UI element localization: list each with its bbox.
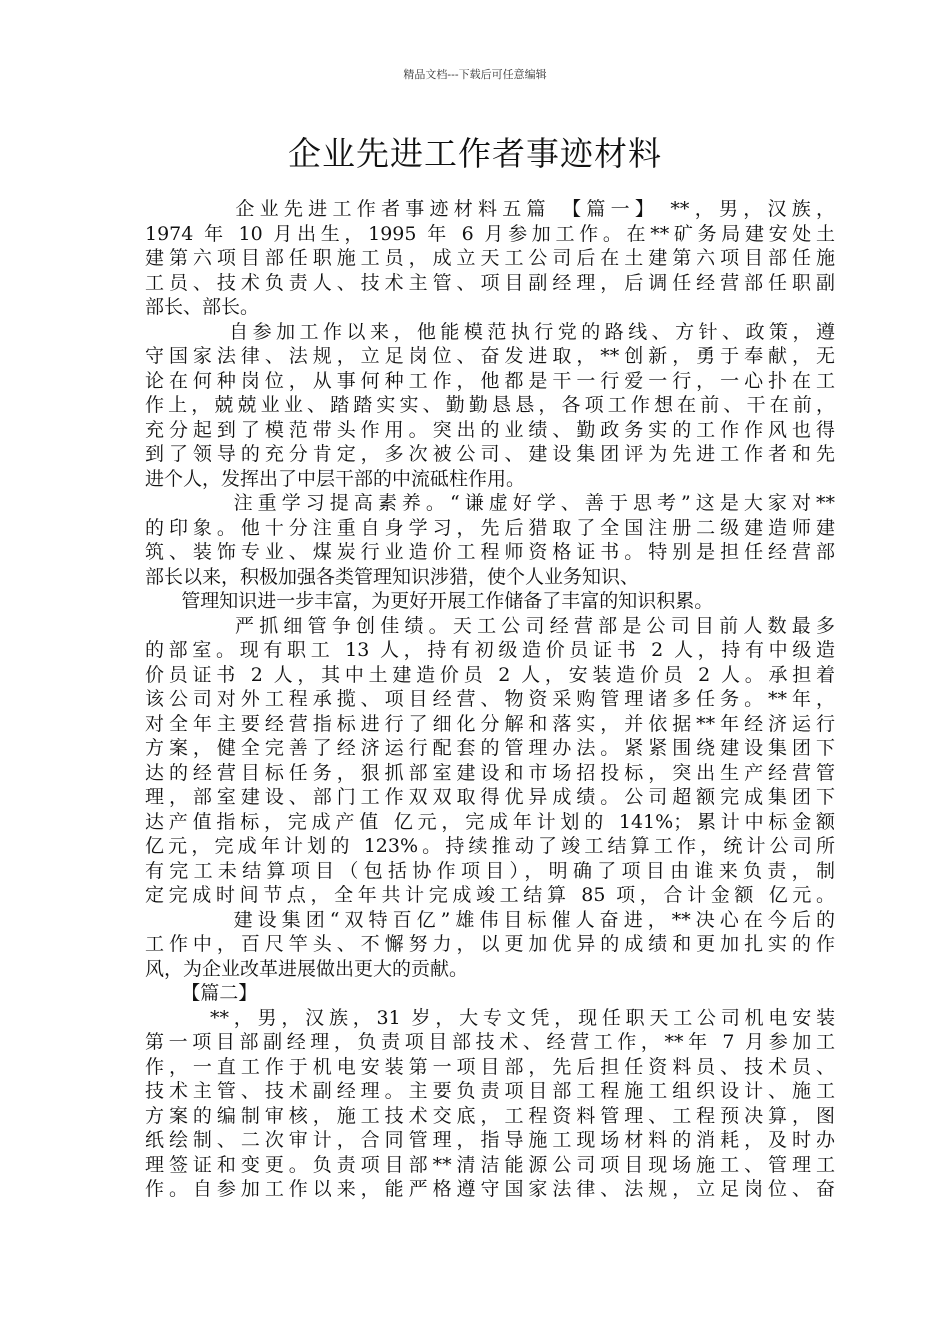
text-line: 建设集团“双特百亿”雄伟目标催人奋进，**决心在今后的 [145,908,835,931]
text-line: 技术主管、技术副经理。主要负责项目部工程施工组织设计、施工 [145,1080,835,1102]
text-line: 对全年主要经营指标进行了细化分解和落实，并依据**年经济运行 [145,712,835,735]
page-header: 精品文档---下载后可任意编辑 [403,68,547,81]
text-line: 达的经营目标任务，狠抓部室建设和市场招投标，突出生产经营管 [145,761,835,784]
text-line: 部长以来，积极加强各类管理知识涉猎，使个人业务知识、 [145,565,640,588]
text-line: 1974 年 10 月出生，1995 年 6 月参加工作。在**矿务局建安处土 [145,222,835,245]
text-line: 作。自参加工作以来，能严格遵守国家法律、法规，立足岗位、奋 [145,1178,835,1200]
text-line: 价员证书 2 人，其中土建造价员 2 人，安装造价员 2 人。承担着 [145,663,835,686]
text-line: 理，部室建设、部门工作双双取得优异成绩。公司超额完成集团下 [145,786,835,808]
text-line: 定完成时间节点，全年共计完成竣工结算 85 项，合计金额 亿元。 [145,884,835,906]
text-line: 守国家法律、法规，立足岗位、奋发进取，**创新，勇于奉献，无 [145,345,835,367]
text-line: **，男，汉族，31 岁，大专文凭，现任职天工公司机电安装 [145,1006,835,1029]
text-line: 纸绘制、二次审计，合同管理，指导施工现场材料的消耗，及时办 [145,1129,835,1151]
text-line: 达产值指标，完成产值 亿元，完成年计划的 141%；累计中标金额 [145,810,835,833]
document-body [145,197,835,1202]
text-line: 该公司对外工程承揽、项目经营、物资采购管理诸多任务。**年， [145,688,835,710]
text-line: 方案的编制审核，施工技术交底，工程资料管理、工程预决算，图 [145,1104,835,1127]
text-line: 第一项目部副经理，负责项目部技术、经营工作，**年 7 月参加工 [145,1031,835,1053]
text-line: 的印象。他十分注重自身学习，先后猎取了全国注册二级建造师建 [145,516,835,539]
text-line: 筑、装饰专业、煤炭行业造价工程师资格证书。特别是担任经营部 [145,541,835,563]
text-line: 建第六项目部任职施工员，成立天工公司后在土建第六项目部任施 [145,247,835,269]
text-line: 充分起到了模范带头作用。突出的业绩、勤政务实的工作作风也得 [145,418,835,441]
text-line: 方案，健全完善了经济运行配套的管理办法。紧紧围绕建设集团下 [145,737,835,759]
text-line: 工作中，百尺竿头、不懈努力，以更加优异的成绩和更加扎实的作 [145,933,835,955]
text-line: 注重学习提高素养。“谦虚好学、善于思考”这是大家对** [145,492,835,514]
text-line: 作上，兢兢业业、踏踏实实、勤勤恳恳，各项工作想在前、干在前， [145,394,835,416]
text-line: 工员、技术负责人、技术主管、项目副经理，后调任经营部任职副 [145,271,835,294]
text-line: 亿元，完成年计划的 123%。持续推动了竣工结算工作，统计公司所 [145,835,835,857]
text-line: 理签证和变更。负责项目部**清洁能源公司项目现场施工、管理工 [145,1153,835,1176]
text-line: 管理知识进一步丰富，为更好开展工作储备了丰富的知识积累。 [145,590,714,612]
text-line: 的部室。现有职工 13 人，持有初级造价员证书 2 人，持有中级造 [145,639,835,661]
text-line: 企业先进工作者事迹材料五篇 【篇一】 **，男，汉族， [145,198,835,220]
text-line: 有完工未结算项目（包括协作项目），明确了项目由谁来负责，制 [145,859,835,882]
text-line: 到了领导的充分肯定，多次被公司、建设集团评为先进工作者和先 [145,443,835,465]
text-line: 进个人，发挥出了中层干部的中流砥柱作用。 [145,467,526,490]
text-line: 风，为企业改革进展做出更大的贡献。 [145,957,469,980]
text-line: 作，一直工作于机电安装第一项目部，先后担任资料员、技术员、 [145,1055,835,1078]
text-line: 部长、部长。 [145,296,260,318]
text-line: 【篇二】 [145,982,258,1004]
text-line: 严抓细管争创佳绩。天工公司经营部是公司目前人数最多 [145,614,835,637]
text-line: 论在何种岗位，从事何种工作，他都是干一行爱一行，一心扑在工 [145,369,835,392]
text-line: 自参加工作以来，他能模范执行党的路线、方针、政策，遵 [145,320,835,343]
document-title: 企业先进工作者事迹材料 [288,134,662,173]
